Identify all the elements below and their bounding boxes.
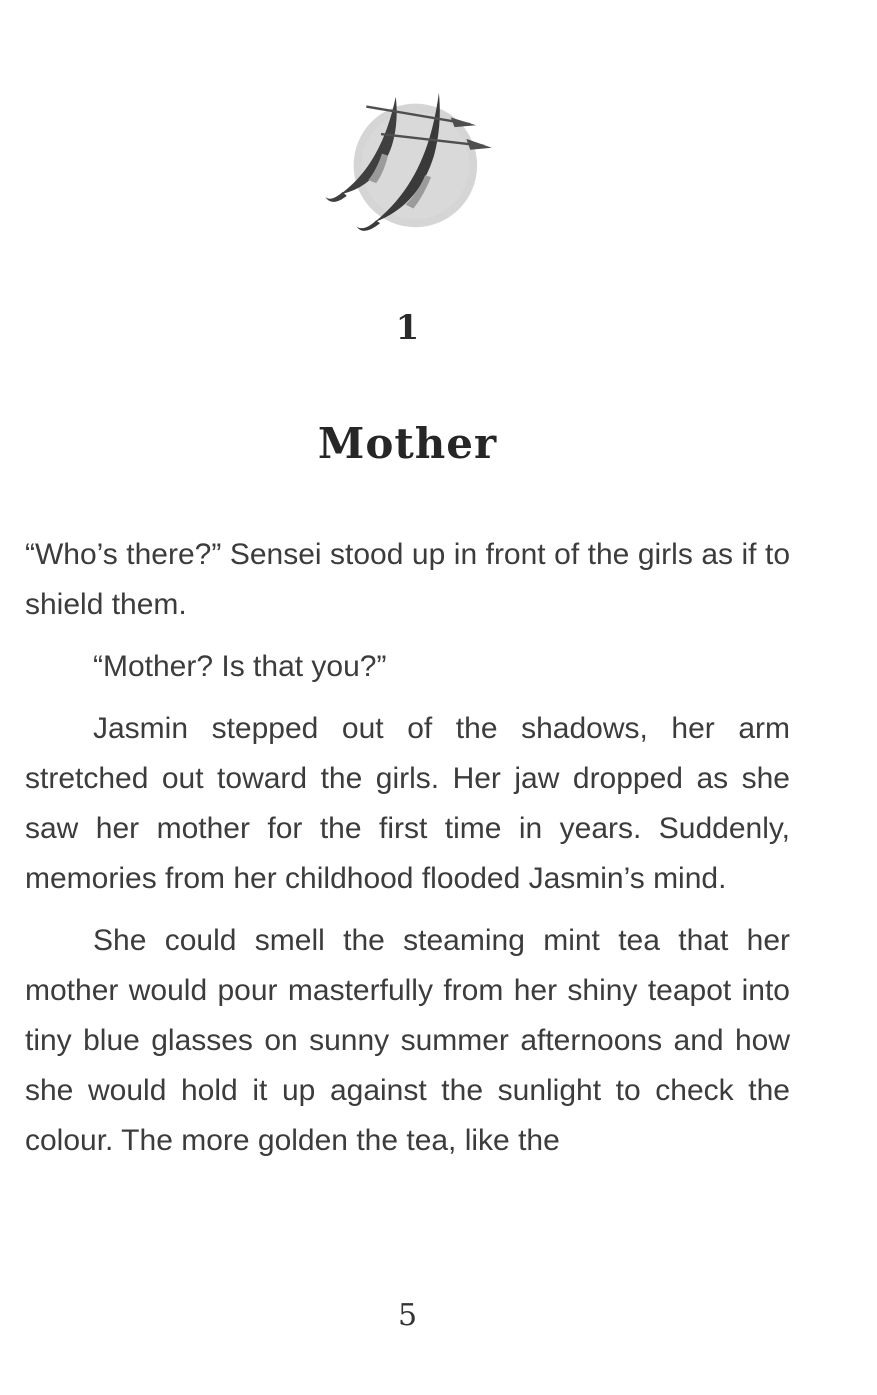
paragraph-2: “Mother? Is that you?” — [93, 650, 387, 683]
chapter-title: Mother — [317, 419, 498, 468]
chapter-ornament — [25, 85, 790, 237]
paragraph-1: “Who’s there?” Sensei stood up in front of the girls as if to shield them. — [25, 538, 790, 621]
body-text — [25, 530, 790, 1166]
bow-arrow-logo-icon — [322, 85, 494, 237]
paragraph-3: Jasmin stepped out of the shadows, her arm stretched out toward the girls. Her jaw dropped as she saw her mother for the first time in years. Suddenly, memories from her childhood flooded Jasmin’s mind. — [25, 712, 790, 895]
chapter-number: 1 — [395, 308, 420, 348]
page-number: 5 — [397, 1298, 418, 1333]
paragraph-4: She could smell the steaming mint tea that her mother would pour masterfully from her shiny teapot into tiny blue glasses on sunny summer afternoons and how she would hold it up against the sunlight to check the colour. The more golden the tea, like the — [25, 924, 790, 1157]
